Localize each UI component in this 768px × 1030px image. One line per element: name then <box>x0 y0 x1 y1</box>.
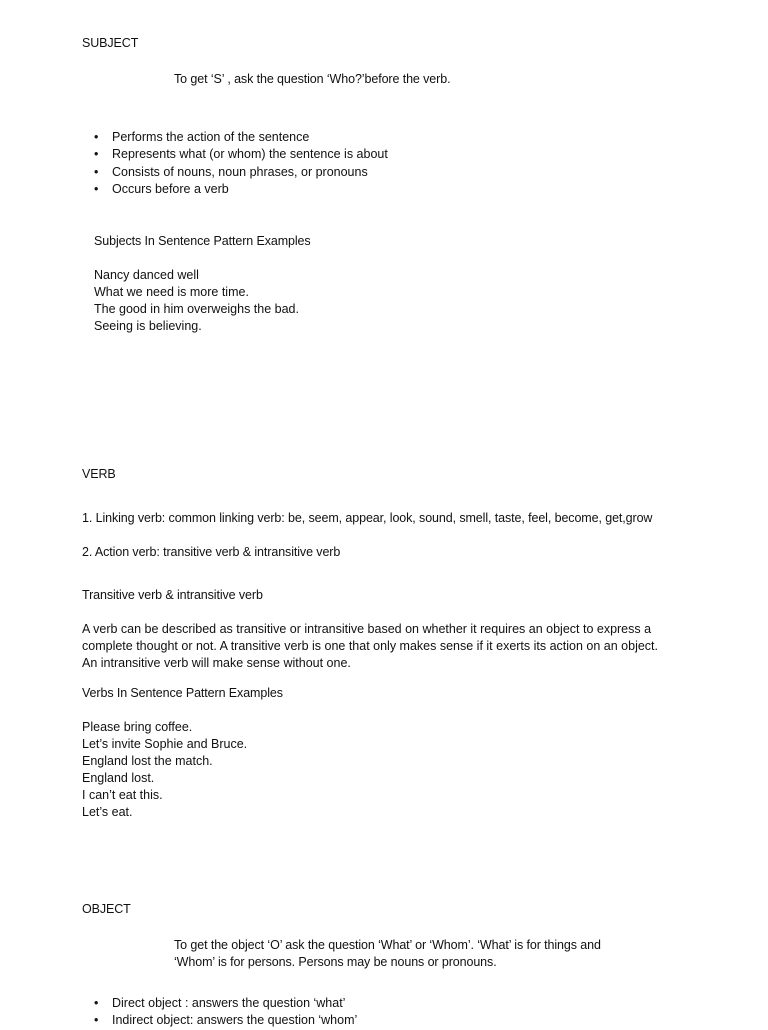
verb-subheading: Transitive verb & intransitive verb <box>82 588 263 602</box>
subject-bullet-list <box>92 129 388 198</box>
example-sentence: Let’s invite Sophie and Bruce. <box>82 737 248 751</box>
list-item: • Occurs before a verb <box>92 181 388 198</box>
example-sentence: England lost the match. <box>82 754 213 768</box>
object-instruction-line2: ‘Whom’ is for persons. Persons may be nouns or pronouns. <box>174 955 497 969</box>
list-item: • Consists of nouns, noun phrases, or pronouns <box>92 164 388 181</box>
example-sentence: Nancy danced well <box>94 268 199 282</box>
subject-examples <box>94 267 299 335</box>
list-item: • Performs the action of the sentence <box>92 129 388 146</box>
object-instruction-line1: To get the object ‘O’ ask the question ‘What’ or ‘Whom’. ‘What’ is for things and <box>174 938 601 952</box>
example-sentence: I can’t eat this. <box>82 788 163 802</box>
verb-heading: VERB <box>82 467 116 481</box>
object-heading: OBJECT <box>82 902 131 916</box>
object-bullet-list <box>92 995 357 1030</box>
list-item: • Indirect object: answers the question ‘whom’ <box>92 1012 357 1029</box>
verb-examples-heading: Verbs In Sentence Pattern Examples <box>82 686 283 700</box>
example-sentence: England lost. <box>82 771 155 785</box>
verb-point-linking: 1. Linking verb: common linking verb: be, seem, appear, look, sound, smell, taste, feel, become, get,grow <box>82 511 653 525</box>
example-sentence: Let’s eat. <box>82 805 133 819</box>
verb-paragraph: A verb can be described as transitive or intransitive based on whether it requires an object to express a complete thought or not. A transitive verb is one that only makes sense if it exerts its action on an object. An intransitive verb will make sense without one. <box>82 622 659 670</box>
example-sentence: Please bring coffee. <box>82 720 193 734</box>
subject-instruction: To get ‘S’ , ask the question ‘Who?’before the verb. <box>174 72 451 86</box>
subject-heading: SUBJECT <box>82 36 139 50</box>
example-sentence: Seeing is believing. <box>94 319 202 333</box>
subject-examples-heading: Subjects In Sentence Pattern Examples <box>94 234 311 248</box>
verb-point-action: 2. Action verb: transitive verb & intransitive verb <box>82 545 341 559</box>
list-item: • Direct object : answers the question ‘what’ <box>92 995 357 1012</box>
example-sentence: The good in him overweighs the bad. <box>94 302 299 316</box>
verb-examples <box>82 719 247 821</box>
list-item: • Represents what (or whom) the sentence is about <box>92 146 388 163</box>
example-sentence: What we need is more time. <box>94 285 249 299</box>
